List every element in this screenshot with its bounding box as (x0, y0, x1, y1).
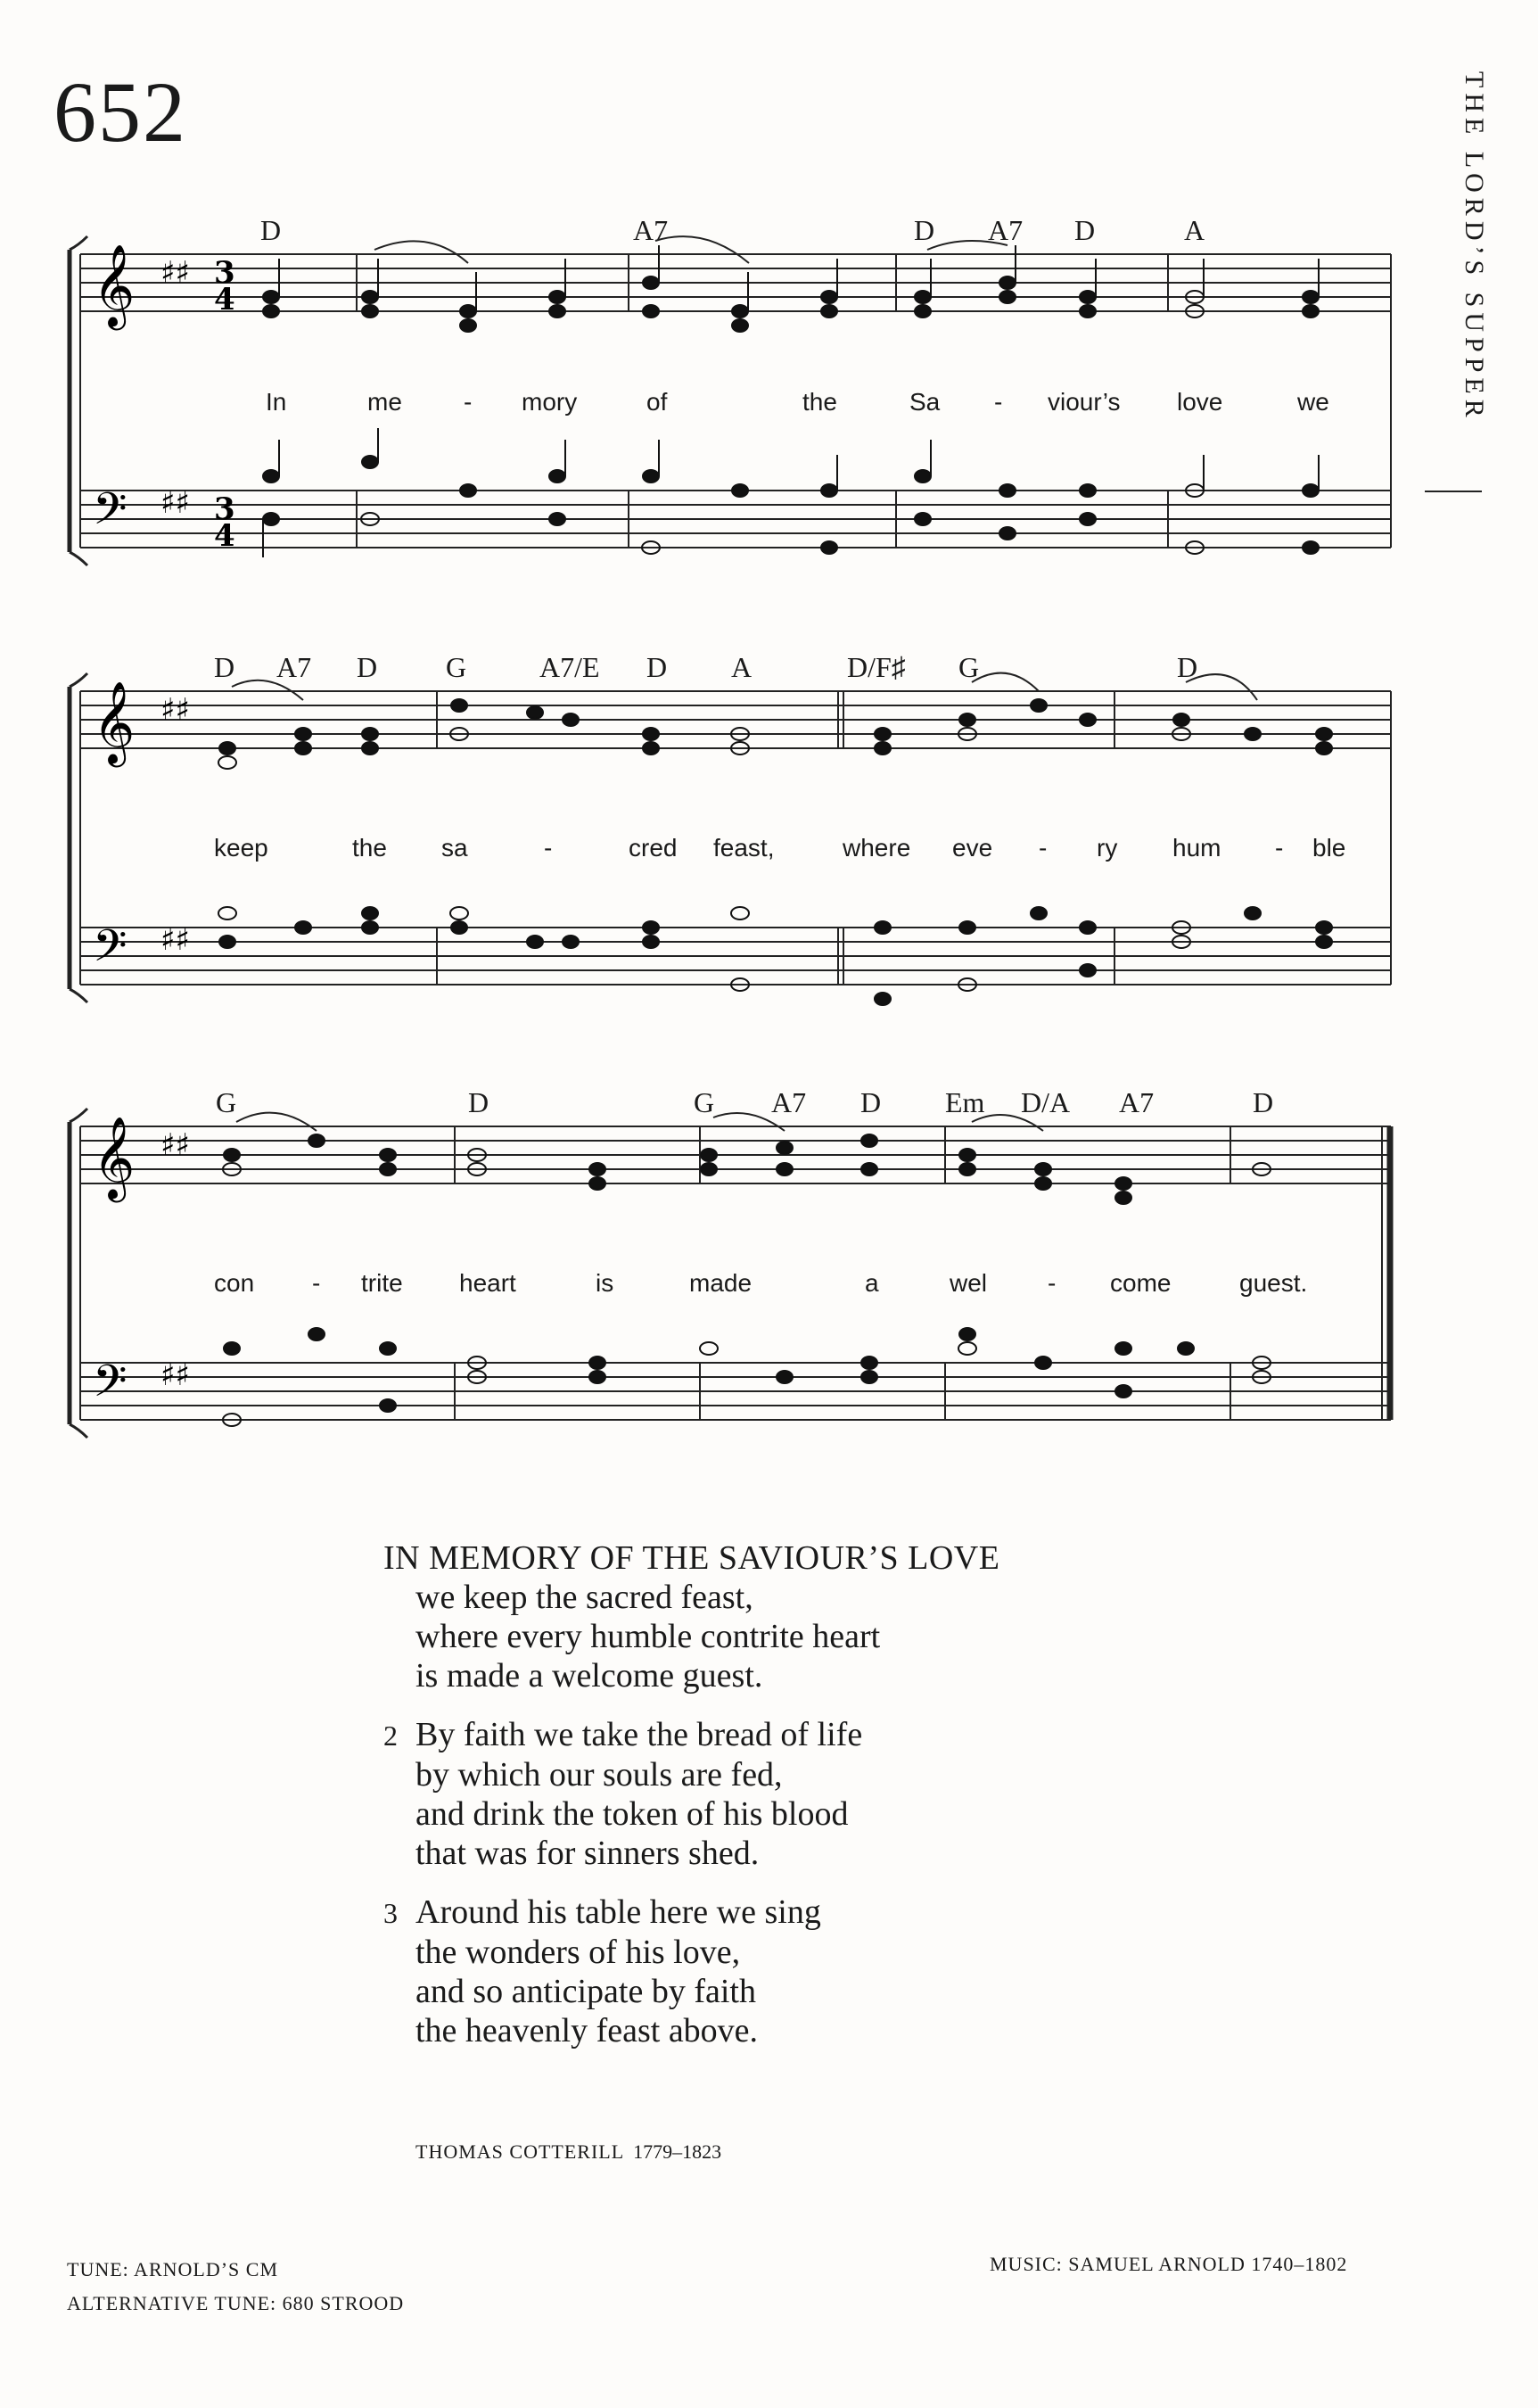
composer-years: 1740–1802 (1251, 2253, 1348, 2275)
verse-line: is made a welcome guest. (415, 1657, 763, 1695)
author-name: THOMAS COTTERILL (415, 2140, 625, 2163)
svg-text:♯♯: ♯♯ (160, 922, 190, 958)
chord-symbol: A7 (276, 651, 312, 683)
verse-line: we keep the sacred feast, (415, 1579, 753, 1616)
svg-text:𝄢: 𝄢 (93, 483, 127, 546)
tune-credit (67, 2253, 404, 2321)
lyric-syllable: trite (361, 1269, 403, 1297)
lyric-syllable: viour’s (1048, 388, 1121, 416)
chord-symbol: A (1184, 214, 1205, 246)
chord-symbol: D (357, 651, 378, 683)
section-title: THE LORD’S SUPPER (1460, 71, 1489, 423)
lyric-row (62, 388, 1400, 420)
svg-text:𝄞: 𝄞 (93, 243, 136, 326)
lyric-syllable: love (1177, 388, 1223, 416)
chord-symbol: D (468, 1086, 489, 1118)
svg-text:♯♯: ♯♯ (160, 1357, 190, 1393)
chord-symbol: D/A (1021, 1086, 1071, 1118)
svg-text:𝄞: 𝄞 (93, 1116, 136, 1199)
lyric-syllable: In (266, 388, 287, 416)
verse-line: By faith we take the bread of life (415, 1716, 863, 1753)
svg-text:♯♯: ♯♯ (160, 692, 190, 728)
hymn-text (383, 1538, 1186, 2050)
stanza-3 (383, 1893, 1186, 2050)
lyric-syllable: feast, (713, 834, 775, 862)
author-years: 1779–1823 (633, 2140, 722, 2163)
chord-symbol: G (446, 651, 467, 683)
chord-symbol: A7/E (539, 651, 600, 683)
lyric-syllable: me (367, 388, 402, 416)
verse-line: by which our souls are fed, (415, 1756, 783, 1794)
lyric-syllable: - (994, 388, 1003, 416)
verse-number: 3 (383, 1897, 398, 1929)
lyric-syllable: - (1275, 834, 1284, 862)
chord-symbol: A7 (633, 214, 669, 246)
svg-text:3: 3 (214, 491, 235, 527)
lyric-syllable: of (646, 388, 668, 416)
alternative-tune-name: STROOD (320, 2292, 405, 2314)
lyric-syllable: guest. (1239, 1269, 1308, 1297)
lyric-syllable: sa (441, 834, 468, 862)
chord-symbol: D (646, 651, 668, 683)
chord-symbol: D (914, 214, 935, 246)
tune-label: TUNE: ARNOLD’S CM (67, 2258, 279, 2280)
lyric-syllable: made (689, 1269, 753, 1297)
chord-symbol: G (694, 1086, 715, 1118)
verse-line: Around his table here we sing (415, 1893, 821, 1931)
author-credit (415, 2140, 721, 2164)
verse-number: 2 (383, 1719, 398, 1752)
lyric-syllable: ble (1312, 834, 1346, 862)
lyric-syllable: - (1048, 1269, 1057, 1297)
verse-line: the wonders of his love, (415, 1934, 741, 1971)
music-system-2 (62, 647, 1400, 1039)
chord-symbol: A (731, 651, 753, 683)
chord-symbol: D (1177, 651, 1198, 683)
svg-text:♯♯: ♯♯ (160, 255, 190, 291)
chord-symbol: D/F♯ (847, 651, 906, 683)
verse-line: and so anticipate by faith (415, 1973, 756, 2010)
chord-symbol: A7 (988, 214, 1024, 246)
svg-text:♯♯: ♯♯ (160, 485, 190, 521)
lyric-syllable: eve (952, 834, 993, 862)
lyric-syllable: the (352, 834, 387, 862)
lyric-syllable: is (596, 1269, 614, 1297)
lyric-syllable: con (214, 1269, 255, 1297)
hymn-number: 652 (53, 64, 187, 160)
music-system-3 (62, 1082, 1400, 1474)
svg-text:4: 4 (214, 518, 235, 554)
verse-line: that was for sinners shed. (415, 1835, 760, 1872)
lyric-syllable: - (544, 834, 553, 862)
lyric-syllable: - (464, 388, 473, 416)
svg-text:♯♯: ♯♯ (160, 1127, 190, 1163)
lyric-row (62, 1269, 1400, 1301)
lyric-syllable: where (843, 834, 911, 862)
svg-text:4: 4 (214, 282, 235, 317)
section-title-rule (1425, 491, 1482, 492)
music-credit (990, 2253, 1347, 2276)
first-line: IN MEMORY OF THE SAVIOUR’S LOVE (383, 1539, 1000, 1577)
composer: MUSIC: SAMUEL ARNOLD (990, 2253, 1246, 2275)
lyric-syllable: the (802, 388, 837, 416)
lyric-syllable: - (1039, 834, 1048, 862)
lyric-syllable: keep (214, 834, 268, 862)
lyric-syllable: a (865, 1269, 879, 1297)
verse-line: where every humble contrite heart (415, 1618, 881, 1655)
svg-text:𝄞: 𝄞 (93, 680, 136, 763)
lyric-syllable: come (1110, 1269, 1172, 1297)
music-system-1 (62, 210, 1400, 602)
lyric-syllable: ry (1097, 834, 1118, 862)
chord-symbol: A7 (771, 1086, 807, 1118)
stanza-2 (383, 1715, 1186, 1873)
verse-line: the heavenly feast above. (415, 2012, 759, 2049)
lyric-syllable: cred (629, 834, 678, 862)
chord-symbol: D (260, 214, 282, 246)
lyric-syllable: wel (950, 1269, 988, 1297)
lyric-syllable: we (1297, 388, 1329, 416)
chord-symbol: G (958, 651, 980, 683)
alternative-tune-label: ALTERNATIVE TUNE: (67, 2292, 277, 2314)
chord-symbol: G (216, 1086, 237, 1118)
chord-symbol: D (1074, 214, 1096, 246)
lyric-syllable: Sa (909, 388, 941, 416)
chord-symbol: Em (945, 1086, 985, 1118)
lyric-syllable: hum (1172, 834, 1221, 862)
lyric-row (62, 834, 1400, 866)
verse-line: and drink the token of his blood (415, 1795, 849, 1833)
lyric-syllable: mory (522, 388, 578, 416)
svg-text:𝄢: 𝄢 (93, 920, 127, 983)
svg-text:3: 3 (214, 255, 235, 291)
chord-symbol: D (214, 651, 235, 683)
chord-symbol: D (860, 1086, 882, 1118)
lyric-syllable: heart (459, 1269, 516, 1297)
lyric-syllable: - (312, 1269, 321, 1297)
svg-text:𝄢: 𝄢 (93, 1356, 127, 1418)
alternative-tune-number: 680 (282, 2292, 315, 2314)
chord-symbol: A7 (1119, 1086, 1155, 1118)
chord-symbol: D (1253, 1086, 1274, 1118)
